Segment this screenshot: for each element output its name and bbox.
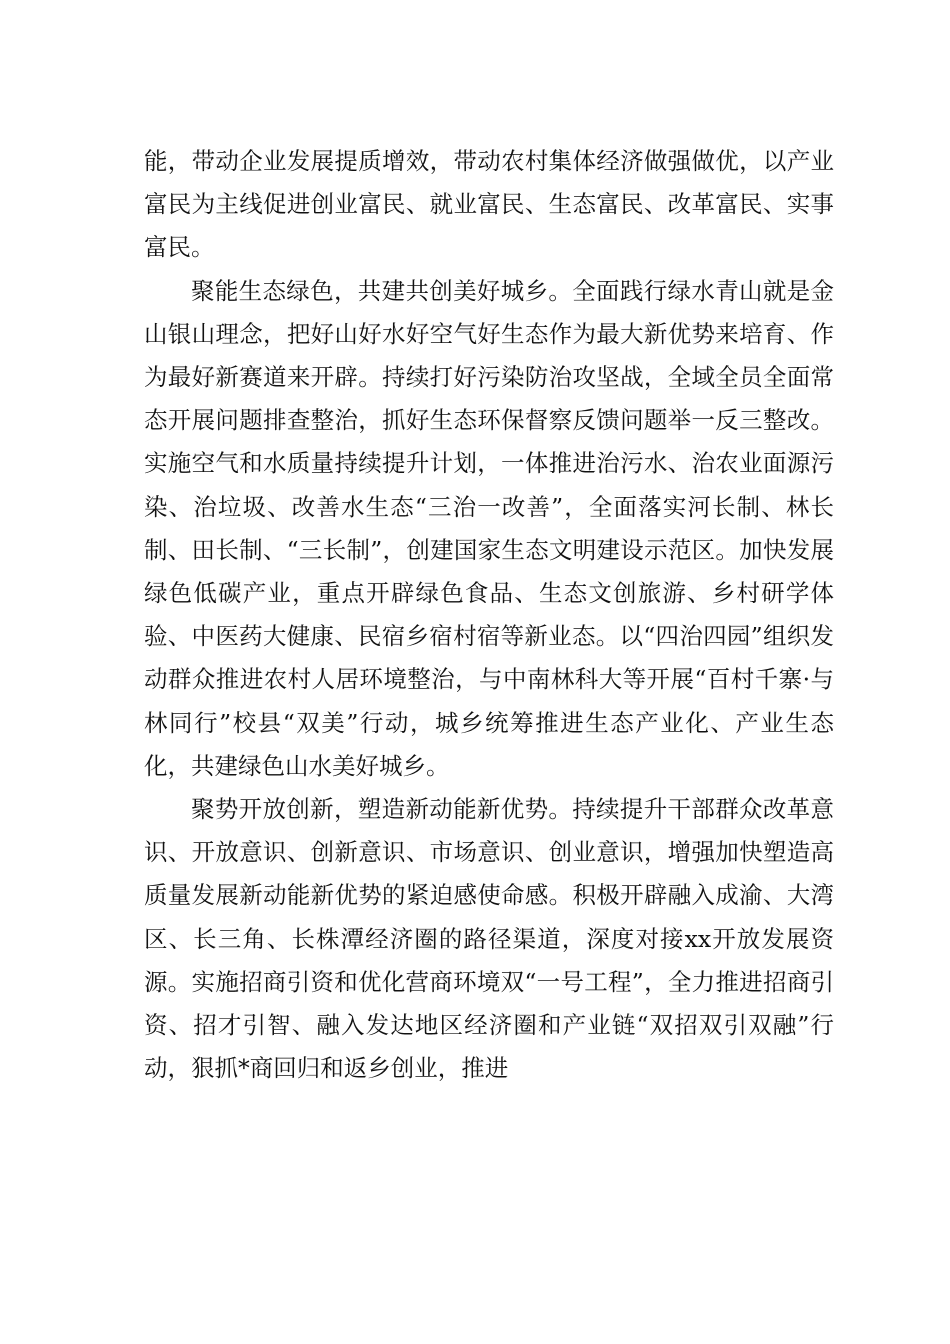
paragraph-openness-innovation: 聚势开放创新，塑造新动能新优势。持续提升干部群众改革意识、开放意识、创新意识、市场意识、创业意识，增强加快塑造高质量发展新动能新优势的紧迫感使命感。积极开辟融入成渝、大湾区、长三角、长株潭经济圈的路径渠道，深度对接xx开放发展资源。实施招商引资和优化营商环境双“一号工程”，全力推进招商引资、招才引智、融入发达地区经济圈和产业链“双招双引双融”行动，狠抓*商回归和返乡创业，推进	[144, 795, 834, 1083]
paragraph-continuation: 能，带动企业发展提质增效，带动农村集体经济做强做优，以产业富民为主线促进创业富民、就业富民、生态富民、改革富民、实事富民。	[144, 147, 834, 262]
paragraph-ecology: 聚能生态绿色，共建共创美好城乡。全面践行绿水青山就是金山银山理念，把好山好水好空气好生态作为最大新优势来培育、作为最好新赛道来开辟。持续打好污染防治攻坚战，全域全员全面常态开展问题排查整治，抓好生态环保督察反馈问题举一反三整改。实施空气和水质量持续提升计划，一体推进治污水、治农业面源污染、治垃圾、改善水生态“三治一改善”，全面落实河长制、林长制、田长制、“三长制”，创建国家生态文明建设示范区。加快发展绿色低碳产业，重点开辟绿色食品、生态文创旅游、乡村研学体验、中医药大健康、民宿乡宿村宿等新业态。以“四治四园”组织发动群众推进农村人居环境整治，与中南林科大等开展“百村千寨·与林同行”校县“双美”行动，城乡统筹推进生态产业化、产业生态化，共建绿色山水美好城乡。	[144, 276, 834, 780]
body-text	[144, 140, 834, 1090]
